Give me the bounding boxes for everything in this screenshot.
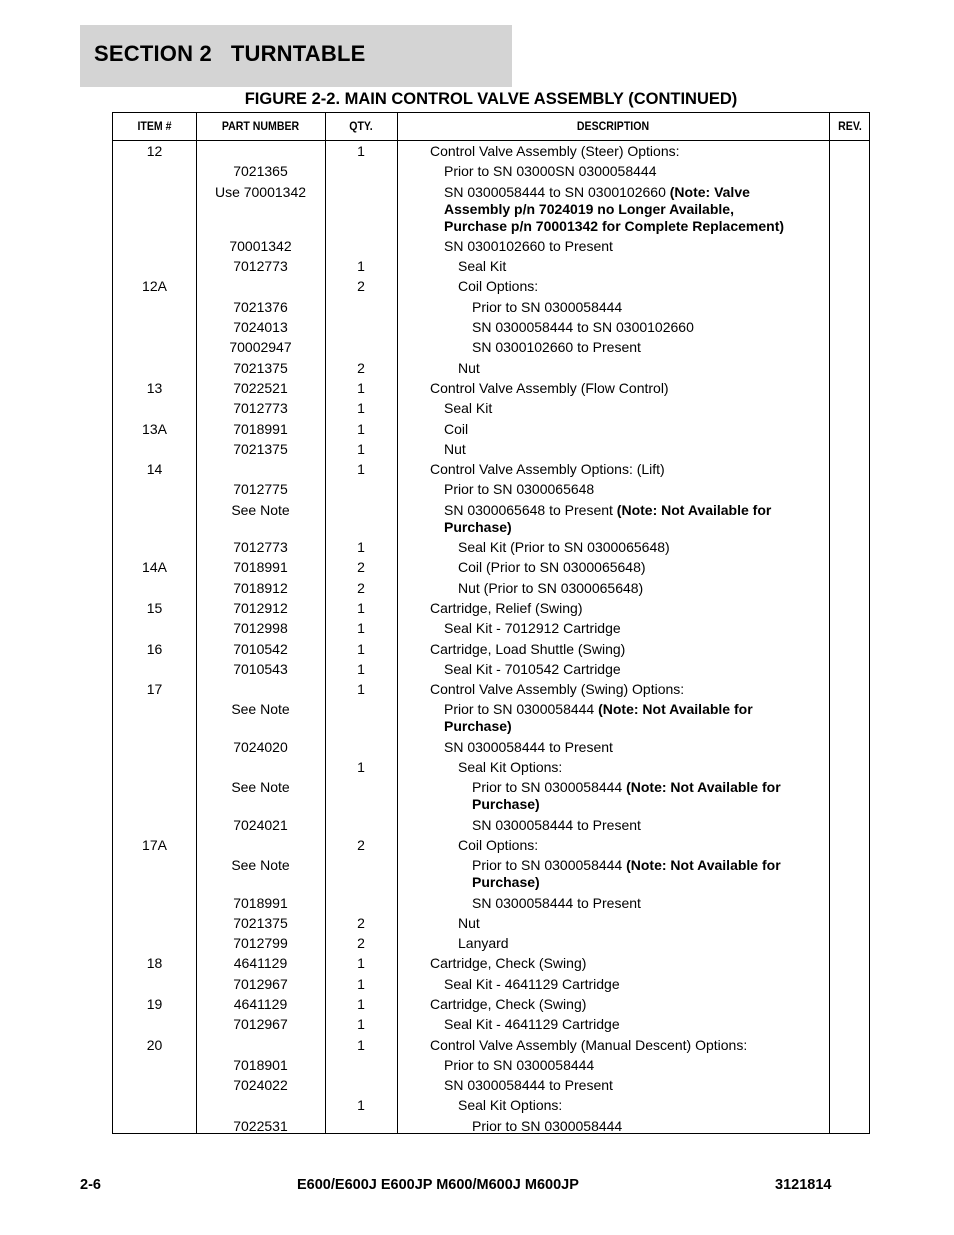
description: [397, 278, 801, 295]
quantity: 1: [357, 539, 365, 556]
part-number: 7012967: [233, 1016, 288, 1033]
description: [397, 739, 801, 756]
quantity: [325, 1057, 397, 1074]
table-row: [113, 976, 869, 993]
table-row: [113, 1037, 869, 1054]
description: [397, 380, 801, 397]
parts-table: [112, 112, 870, 1134]
item-number: [113, 620, 196, 637]
col-header-qty: QTY.: [349, 119, 373, 133]
item-number: [113, 1077, 196, 1094]
item-number: [113, 895, 196, 912]
quantity: 2: [357, 278, 365, 295]
part-number: 7012799: [233, 935, 288, 952]
table-row: [113, 915, 869, 932]
description: [397, 976, 801, 993]
part-number: 7012773: [233, 258, 288, 275]
description-text: Seal Kit - 7012912 Cartridge: [444, 620, 621, 637]
item-number: [113, 258, 196, 275]
item-number: [113, 915, 196, 932]
description-text: Seal Kit: [458, 258, 507, 275]
part-number: 7012912: [233, 599, 288, 616]
table-row: [113, 681, 869, 698]
description-text: Control Valve Assembly (Swing) Options:: [430, 681, 685, 698]
description: [397, 1037, 801, 1054]
item-number: [113, 238, 196, 255]
description-text: Nut: [444, 440, 466, 457]
description: [397, 837, 801, 854]
description-text: Nut: [458, 359, 480, 376]
description: [397, 539, 801, 556]
part-number: 7018991: [233, 420, 288, 437]
table-row: [113, 278, 869, 295]
table-row: [113, 935, 869, 952]
table-row: [113, 701, 869, 735]
part-number: 4641129: [233, 955, 288, 972]
quantity: 2: [357, 836, 365, 853]
table-row: [113, 481, 869, 498]
section-banner: [80, 25, 512, 87]
table-row: [113, 143, 869, 160]
description: [397, 779, 801, 813]
part-number: 7022521: [233, 379, 288, 396]
description-text: Seal Kit - 7010542 Cartridge: [444, 660, 621, 677]
part-number: 7024013: [233, 319, 288, 336]
description: [397, 1016, 801, 1033]
quantity: [325, 817, 397, 834]
table-row: [113, 779, 869, 813]
description: [397, 400, 801, 417]
item-number: 12: [146, 143, 163, 159]
description: [397, 915, 801, 932]
quantity: [325, 184, 397, 235]
quantity: 2: [357, 359, 365, 376]
part-number: 7010543: [233, 660, 288, 677]
item-number: 13: [146, 379, 163, 396]
item-number: [113, 163, 196, 180]
quantity: 1: [357, 400, 365, 417]
description: [397, 681, 801, 698]
part-number: 4641129: [233, 995, 288, 1012]
description-text: SN 0300058444 to Present: [444, 1077, 613, 1094]
part-number: 7021376: [233, 298, 288, 315]
quantity: [325, 481, 397, 498]
table-row: [113, 360, 869, 377]
item-number: [113, 400, 196, 417]
table-row: [113, 559, 869, 576]
table-row: [113, 837, 869, 854]
description: [397, 441, 801, 458]
table-row: [113, 319, 869, 336]
description-text: Control Valve Assembly Options: (Lift): [430, 461, 665, 478]
description-text: SN 0300058444 to SN 0300102660: [444, 183, 670, 200]
item-number: [113, 539, 196, 556]
table-row: [113, 1118, 869, 1135]
description-text: Prior to SN 0300058444: [444, 701, 599, 718]
description: [397, 184, 801, 235]
item-number: 14A: [142, 559, 167, 576]
part-number: 7012967: [233, 975, 288, 992]
table-row: [113, 502, 869, 536]
part-number: 7021365: [233, 163, 288, 180]
description: [397, 996, 801, 1013]
description: [397, 1077, 801, 1094]
description-text: Coil Options:: [458, 278, 539, 295]
item-number: [113, 779, 196, 813]
quantity: 1: [357, 995, 365, 1012]
description-text: SN 0300065648 to Present: [444, 501, 617, 518]
part-number: 7012773: [233, 400, 288, 417]
quantity: 1: [357, 599, 365, 616]
description: [397, 143, 801, 160]
description-text: Prior to SN 03000SN 0300058444: [444, 163, 657, 180]
table-row: [113, 400, 869, 417]
item-number: 16: [146, 640, 163, 657]
description-text: Coil (Prior to SN 0300065648): [458, 559, 646, 576]
table-row: [113, 600, 869, 617]
quantity: 1: [357, 975, 365, 992]
description-text: SN 0300058444 to Present: [472, 894, 641, 911]
item-number: 15: [146, 599, 163, 616]
item-number: [113, 1057, 196, 1074]
table-row: [113, 441, 869, 458]
quantity: [325, 1077, 397, 1094]
description: [397, 857, 801, 891]
quantity: [325, 701, 397, 735]
item-number: [113, 857, 196, 891]
part-number: [196, 143, 325, 160]
quantity: 1: [357, 258, 365, 275]
document-number: 3121814: [775, 1177, 832, 1193]
quantity: 1: [357, 660, 365, 677]
table-row: [113, 1097, 869, 1114]
quantity: 2: [357, 935, 365, 952]
description: [397, 421, 801, 438]
item-number: 20: [146, 1036, 163, 1053]
table-row: [113, 184, 869, 235]
quantity: 1: [357, 1097, 365, 1114]
quantity: 2: [357, 914, 365, 931]
part-number: See Note: [231, 779, 290, 796]
table-row: [113, 759, 869, 776]
table-row: [113, 661, 869, 678]
description: [397, 620, 801, 637]
description-text: Control Valve Assembly (Steer) Options:: [430, 143, 680, 159]
part-number: [196, 1037, 325, 1054]
description-text: Coil: [444, 420, 469, 437]
description-text: Seal Kit - 4641129 Cartridge: [444, 1016, 620, 1033]
description-text: Lanyard: [458, 935, 509, 952]
description: [397, 641, 801, 658]
description-note: (Note: Not Available for Purchase): [444, 701, 753, 735]
quantity: [325, 319, 397, 336]
item-number: [113, 739, 196, 756]
description-text: Seal Kit - 4641129 Cartridge: [444, 975, 620, 992]
item-number: [113, 976, 196, 993]
description-text: SN 0300102660 to Present: [444, 237, 613, 254]
description: [397, 817, 801, 834]
item-number: [113, 360, 196, 377]
description: [397, 701, 801, 735]
description-text: Seal Kit Options:: [458, 759, 563, 776]
description-text: Control Valve Assembly (Flow Control): [430, 379, 669, 396]
description-text: Nut (Prior to SN 0300065648): [458, 579, 644, 596]
part-number: [196, 461, 325, 478]
description: [397, 661, 801, 678]
item-number: [113, 319, 196, 336]
description: [397, 759, 801, 776]
quantity: [325, 339, 397, 356]
item-number: [113, 481, 196, 498]
part-number: 7022531: [233, 1117, 288, 1134]
col-header-part-number: PART NUMBER: [221, 119, 300, 133]
quantity: [325, 238, 397, 255]
table-row: [113, 739, 869, 756]
description-text: Prior to SN 0300058444: [472, 298, 623, 315]
quantity: 1: [357, 640, 365, 657]
table-row: [113, 461, 869, 478]
table-row: [113, 895, 869, 912]
description-text: Seal Kit: [444, 400, 493, 417]
description: [397, 895, 801, 912]
description-text: Cartridge, Load Shuttle (Swing): [430, 640, 626, 657]
item-number: 14: [146, 461, 163, 478]
part-number: 7010542: [233, 640, 288, 657]
table-row: [113, 258, 869, 275]
part-number: See Note: [231, 701, 290, 718]
table-row: [113, 238, 869, 255]
item-number: [113, 759, 196, 776]
description-note: (Note: Not Available for Purchase): [472, 779, 781, 813]
table-row: [113, 299, 869, 316]
table-row: [113, 1077, 869, 1094]
part-number: 7012998: [233, 620, 288, 637]
table-row: [113, 817, 869, 834]
quantity: [325, 779, 397, 813]
table-row: [113, 1016, 869, 1033]
quantity: [325, 895, 397, 912]
description-text: Cartridge, Check (Swing): [430, 995, 587, 1012]
item-number: 12A: [142, 278, 167, 295]
quantity: 2: [357, 559, 365, 576]
description-text: Prior to SN 0300058444: [472, 779, 627, 796]
description: [397, 600, 801, 617]
part-number: 7018991: [233, 894, 288, 911]
description-text: Nut: [458, 914, 480, 931]
description: [397, 319, 801, 336]
quantity: [325, 857, 397, 891]
description-text: SN 0300102660 to Present: [472, 339, 641, 356]
item-number: [113, 1097, 196, 1114]
part-number: 7024020: [233, 738, 288, 755]
quantity: 1: [357, 143, 365, 159]
description: [397, 559, 801, 576]
description: [397, 461, 801, 478]
quantity: [325, 739, 397, 756]
quantity: [325, 1118, 397, 1135]
part-number: 7018901: [233, 1056, 288, 1073]
table-row: [113, 996, 869, 1013]
part-number: 7012775: [233, 481, 288, 498]
description-note: (Note: Not Available for Purchase): [444, 501, 772, 535]
description: [397, 1057, 801, 1074]
section-title: SECTION 2 TURNTABLE: [94, 41, 366, 66]
table-row: [113, 955, 869, 972]
table-row: [113, 539, 869, 556]
header-divider: [113, 140, 869, 141]
part-number: 7021375: [233, 440, 288, 457]
item-number: [113, 502, 196, 536]
quantity: 2: [357, 579, 365, 596]
col-header-item: ITEM #: [137, 119, 172, 133]
quantity: 1: [357, 620, 365, 637]
description-note: (Note: Not Available for Purchase): [472, 857, 781, 891]
description: [397, 258, 801, 275]
part-number: 7024021: [233, 816, 288, 833]
description-text: SN 0300058444 to Present: [444, 738, 613, 755]
item-number: 17A: [142, 836, 167, 853]
part-number: Use 70001342: [214, 183, 307, 200]
table-row: [113, 421, 869, 438]
item-number: 19: [146, 995, 163, 1012]
item-number: [113, 701, 196, 735]
table-row: [113, 380, 869, 397]
description-text: Seal Kit Options:: [458, 1097, 563, 1114]
part-number: See Note: [231, 857, 290, 874]
item-number: [113, 339, 196, 356]
table-row: [113, 641, 869, 658]
quantity: 1: [357, 759, 365, 776]
description: [397, 580, 801, 597]
table-row: [113, 1057, 869, 1074]
quantity: 1: [357, 681, 365, 698]
part-number: [196, 759, 325, 776]
part-number: 7018991: [233, 559, 288, 576]
description: [397, 163, 801, 180]
description-text: Cartridge, Check (Swing): [430, 955, 587, 972]
description-text: Cartridge, Relief (Swing): [430, 599, 583, 616]
description-text: Control Valve Assembly (Manual Descent) Options:: [430, 1036, 748, 1053]
item-number: [113, 935, 196, 952]
description-text: SN 0300058444 to SN 0300102660: [472, 319, 694, 336]
description: [397, 1118, 801, 1135]
item-number: [113, 580, 196, 597]
item-number: [113, 184, 196, 235]
item-number: [113, 299, 196, 316]
item-number: [113, 441, 196, 458]
figure-title: FIGURE 2-2. MAIN CONTROL VALVE ASSEMBLY (CONTINUED): [244, 90, 738, 108]
description-text: Prior to SN 0300058444: [472, 1117, 623, 1134]
description: [397, 238, 801, 255]
description-note: (Note: Valve Assembly p/n 7024019 no Longer Available, Purchase p/n 70001342 for Complete Replacement): [444, 183, 785, 234]
table-body: [113, 143, 869, 1135]
description-text: Seal Kit (Prior to SN 0300065648): [458, 539, 670, 556]
part-number: 7021375: [233, 359, 288, 376]
quantity: 1: [357, 955, 365, 972]
description-text: Prior to SN 0300058444: [444, 1056, 595, 1073]
part-number: [196, 1097, 325, 1114]
description-text: Coil Options:: [458, 836, 539, 853]
description-text: Prior to SN 0300065648: [444, 481, 595, 498]
part-number: 7024022: [233, 1077, 288, 1094]
quantity: [325, 163, 397, 180]
quantity: 1: [357, 379, 365, 396]
table-row: [113, 620, 869, 637]
item-number: [113, 1016, 196, 1033]
item-number: 17: [146, 681, 163, 698]
description: [397, 481, 801, 498]
description: [397, 299, 801, 316]
item-number: 18: [146, 955, 163, 972]
part-number: 70001342: [229, 237, 292, 254]
quantity: 1: [357, 1016, 365, 1033]
part-number: [196, 278, 325, 295]
part-number: 7012773: [233, 539, 288, 556]
table-row: [113, 580, 869, 597]
description: [397, 935, 801, 952]
part-number: 70002947: [229, 339, 292, 356]
table-row: [113, 339, 869, 356]
description: [397, 339, 801, 356]
quantity: [325, 502, 397, 536]
part-number: See Note: [231, 501, 290, 518]
part-number: 7018912: [233, 579, 288, 596]
model-list: E600/E600J E600JP M600/M600J M600JP: [297, 1177, 579, 1193]
col-header-description: DESCRIPTION: [576, 119, 650, 133]
quantity: [325, 299, 397, 316]
table-row: [113, 857, 869, 891]
quantity: 1: [357, 1036, 365, 1053]
item-number: [113, 817, 196, 834]
description: [397, 502, 801, 536]
quantity: 1: [357, 420, 365, 437]
col-header-rev: REV.: [838, 119, 862, 133]
description-text: SN 0300058444 to Present: [472, 816, 641, 833]
item-number: [113, 1118, 196, 1135]
item-number: [113, 661, 196, 678]
part-number: 7021375: [233, 914, 288, 931]
description: [397, 955, 801, 972]
quantity: 1: [357, 461, 365, 478]
description: [397, 1097, 801, 1114]
part-number: [196, 681, 325, 698]
part-number: [196, 837, 325, 854]
quantity: 1: [357, 440, 365, 457]
description-text: Prior to SN 0300058444: [472, 857, 627, 874]
table-row: [113, 163, 869, 180]
description: [397, 360, 801, 377]
page-number: 2-6: [80, 1177, 101, 1193]
item-number: 13A: [142, 420, 167, 437]
